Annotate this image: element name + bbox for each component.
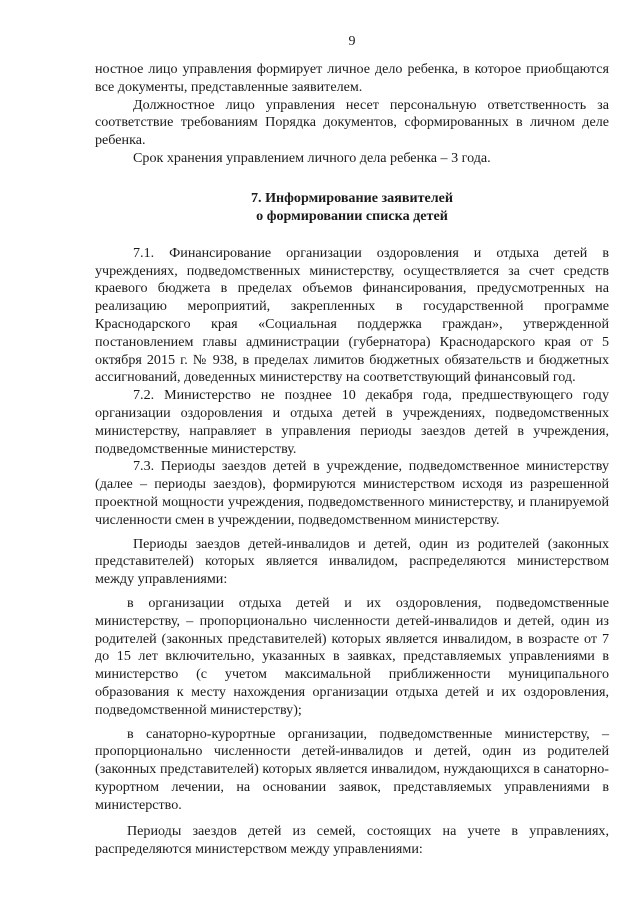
paragraph-recreation-organizations: в организации отдыха детей и их оздоровления, подведомственные министерству, – пропорционально численности детей-инвалидов и детей, один из родителей (законных представителей) которых является инвалидом, в возрасте от 7 до 15 лет включительно, указанных в заявках, представляемых управлениями в министерство (с учетом максимальной приближенности муниципального образования к месту нахождения организации отдыха детей и их оздоровления, подведомственной министерству); <box>95 594 609 718</box>
document-page <box>95 0 609 904</box>
document-body <box>95 61 609 859</box>
section-heading <box>95 189 609 225</box>
paragraph-sanatorium-organizations: в санаторно-курортные организации, подведомственные министерству, – пропорционально численности детей-инвалидов и детей, один из родителей (законных представителей) которых является инвалидом, нуждающихся в санаторно-курортном лечении, на основании заявок, представляемых управлениями в министерство. <box>95 725 609 813</box>
paragraph-7-3: 7.3. Периоды заездов детей в учреждение, подведомственное министерству (далее – периоды заездов), формируются министерством исходя из разрешенной проектной мощности учреждения, подведомственного министерству, и планируемой численности смен в учреждении, подведомственном министерству. <box>95 458 609 528</box>
paragraph-registered-families-periods: Периоды заездов детей из семей, состоящих на учете в управлениях, распределяются министерством между управлениями: <box>95 823 609 858</box>
paragraph-7-1: 7.1. Финансирование организации оздоровления и отдыха детей в учреждениях, подведомственных министерству, осуществляется за счет средств краевого бюджета в пределах объемов финансирования, предусмотренных на реализацию мероприятий, закрепленных в государственной программе Краснодарского края «Социальная поддержка граждан», утвержденной постановлением главы администрации (губернатора) Краснодарского края от 5 октября 2015 г. № 938, в пределах лимитов бюджетных обязательств и бюджетных ассигнований, доведенных министерству на соответствующий финансовый год. <box>95 244 609 386</box>
paragraph-7-2: 7.2. Министерство не позднее 10 декабря года, предшествующего году организации оздоровления и отдыха детей в учреждениях, подведомственных министерству, направляет в управления периоды заездов детей в учреждения, подведомственные министерству. <box>95 387 609 457</box>
paragraph-storage-term: Срок хранения управлением личного дела ребенка – 3 года. <box>133 149 491 166</box>
paragraph-continuation: ностное лицо управления формирует личное дело ребенка, в которое приобщаются все документы, представленные заявителем. <box>95 61 609 95</box>
paragraph-disabled-children-periods: Периоды заездов детей-инвалидов и детей, один из родителей (законных представителей) которых является инвалидом, распределяются министерством между управлениями: <box>95 535 609 588</box>
section-heading-line-2: о формировании списка детей <box>256 207 448 224</box>
section-heading-line-1: 7. Информирование заявителей <box>250 189 454 206</box>
page-number: 9 <box>348 34 356 49</box>
paragraph-responsibility: Должностное лицо управления несет персональную ответственность за соответствие требованиям Порядка документов, сформированных в личном деле ребенка. <box>95 96 609 149</box>
